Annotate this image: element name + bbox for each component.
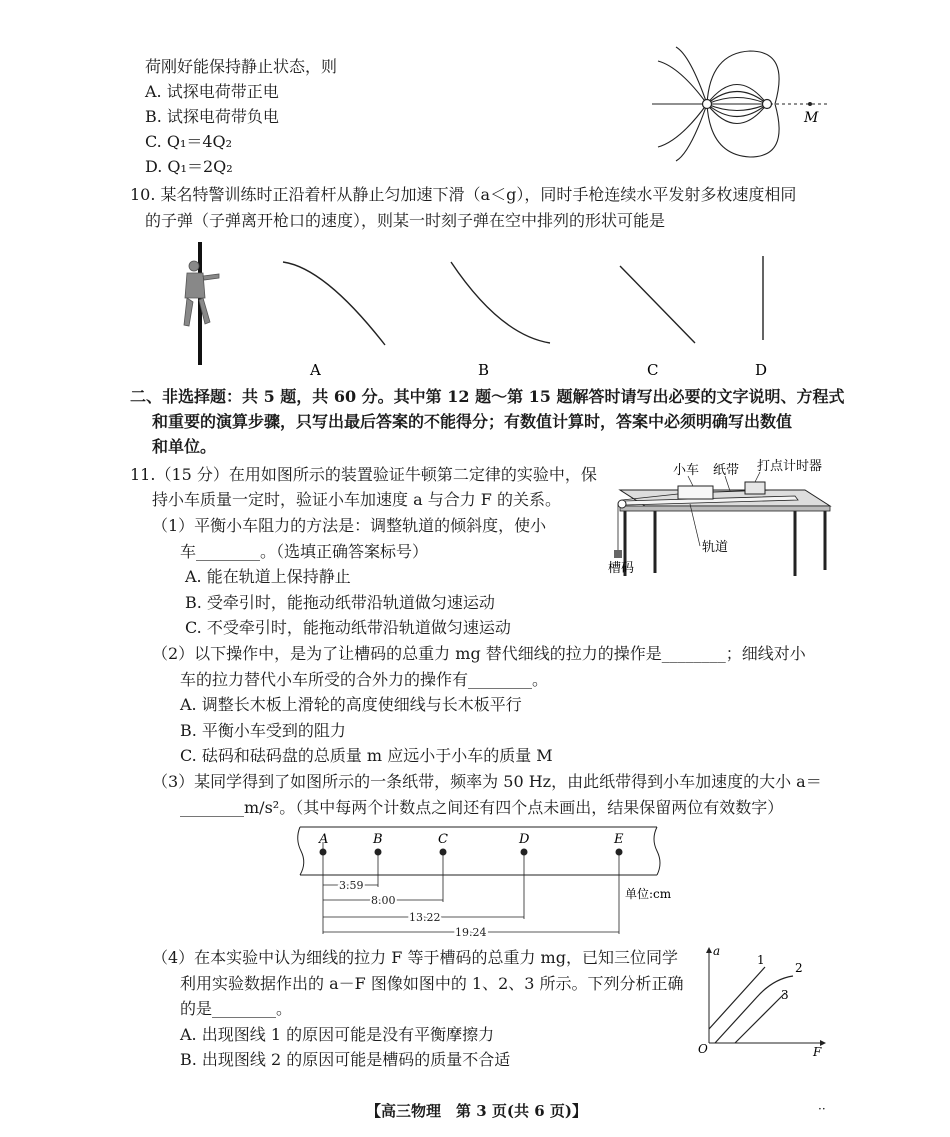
timer-label: 打点计时器	[757, 459, 823, 474]
tape-unit: 单位:cm	[625, 887, 672, 901]
graph-origin: O	[698, 1042, 708, 1056]
section2-line2: 和重要的演算步骤，只写出最后答案的不能得分；有数值计算时，答案中必须明确写出数值	[152, 412, 793, 431]
q11-p4-line3: 的是________。	[180, 999, 293, 1018]
tape-point-c: C	[438, 832, 448, 847]
choice-a-label: A	[310, 361, 321, 379]
choice-d-label: D	[755, 361, 768, 379]
q11-p4-option-b: B. 出现图线 2 的原因可能是槽码的质量不合适	[180, 1050, 511, 1069]
q9-text: 荷刚好能保持静止状态，则	[145, 57, 338, 76]
tape-distance-ac: 8.00	[371, 894, 396, 907]
q11-p2-option-b: B. 平衡小车受到的阻力	[180, 721, 346, 740]
q11-p2-line1: （2）以下操作中，是为了让槽码的总重力 mg 替代细线的拉力的操作是________；细线对小	[152, 644, 806, 663]
q11-p1-line1: （1）平衡小车阻力的方法是：调整轨道的倾斜度，使小	[152, 516, 547, 535]
track-label: 轨道	[702, 540, 729, 555]
q11-p3-line2: ________m/s²。（其中每两个计数点之间还有四个点未画出，结果保留两位有效数字）	[180, 798, 784, 817]
q11-p4-line2: 利用实验数据作出的 a－F 图像如图中的 1、2、3 所示。下列分析正确	[180, 974, 684, 993]
graph-line-2-label: 2	[795, 961, 803, 975]
q11-p1-option-b: B. 受牵引时，能拖动纸带沿轨道做匀速运动	[185, 593, 495, 612]
a-f-graph	[695, 943, 835, 1058]
q10-figure	[175, 240, 795, 380]
q11-intro2: 持小车质量一定时，验证小车加速度 a 与合力 F 的关系。	[152, 490, 561, 509]
tape-distance-ad: 13.22	[409, 911, 441, 924]
q11-p1-line2: 车________。（选填正确答案标号）	[180, 542, 429, 561]
q11-p1-option-c: C. 不受牵引时，能拖动纸带沿轨道做匀速运动	[185, 618, 511, 637]
graph-y-label: a	[713, 944, 721, 958]
q9-option-a: A. 试探电荷带正电	[145, 82, 279, 101]
corner-mark: ··	[818, 1102, 826, 1116]
tape-point-a: A	[319, 832, 329, 847]
paper-tape-figure	[295, 822, 695, 942]
graph-x-label: F	[813, 1045, 822, 1059]
q10-line1: 10. 某名特警训练时正沿着杆从静止匀加速下滑（a＜g），同时手枪连续水平发射多枚速度相同	[130, 185, 797, 204]
point-m-label: M	[804, 110, 819, 126]
graph-line-3-label: 3	[781, 988, 789, 1002]
tape-point-e: E	[614, 832, 624, 847]
section2-line3: 和单位。	[152, 437, 217, 456]
q11-p2-line2: 车的拉力替代小车所受的合外力的操作有________。	[180, 670, 549, 689]
q9-option-c: C. Q₁＝4Q₂	[145, 132, 233, 151]
q11-p2-option-a: A. 调整长木板上滑轮的高度使细线与长木板平行	[180, 695, 522, 714]
section2-line1: 二、非选择题：共 5 题，共 60 分。其中第 12 题～第 15 题解答时请写出必要的文字说明、方程式	[130, 387, 845, 406]
q11-p2-option-c: C. 砝码和砝码盘的总质量 m 应远小于小车的质量 M	[180, 746, 553, 765]
q11-p3-line1: （3）某同学得到了如图所示的一条纸带，频率为 50 Hz，由此纸带得到小车加速度的大小 a＝	[152, 772, 822, 791]
tape-point-d: D	[519, 832, 530, 847]
choice-b-label: B	[478, 361, 490, 379]
weight-label: 槽码	[608, 561, 635, 576]
q11-p4-option-a: A. 出现图线 1 的原因可能是没有平衡摩擦力	[180, 1025, 495, 1044]
tape-distance-ae: 19.24	[455, 926, 487, 939]
choice-c-label: C	[647, 361, 659, 379]
tape-label: 纸带	[713, 463, 740, 478]
q11-intro1: 11.（15 分）在用如图所示的装置验证牛顿第二定律的实验中，保	[130, 465, 597, 484]
q10-line2: 的子弹（子弹离开枪口的速度），则某一时刻子弹在空中排列的形状可能是	[145, 211, 666, 230]
car-label: 小车	[673, 463, 700, 478]
q9-option-d: D. Q₁＝2Q₂	[145, 157, 233, 176]
electric-field-figure	[650, 45, 840, 165]
tape-point-b: B	[373, 832, 383, 847]
graph-line-3	[735, 993, 785, 1043]
tape-distance-ab: 3.59	[339, 879, 364, 892]
q9-option-b: B. 试探电荷带负电	[145, 107, 279, 126]
q11-p4-line1: （4）在本实验中认为细线的拉力 F 等于槽码的总重力 mg，已知三位同学	[152, 948, 678, 967]
graph-line-1-label: 1	[757, 953, 765, 967]
apparatus-figure	[605, 458, 845, 583]
q11-p1-option-a: A. 能在轨道上保持静止	[185, 567, 351, 586]
page-footer: 【高三物理 第 3 页(共 6 页)】	[366, 1102, 587, 1120]
